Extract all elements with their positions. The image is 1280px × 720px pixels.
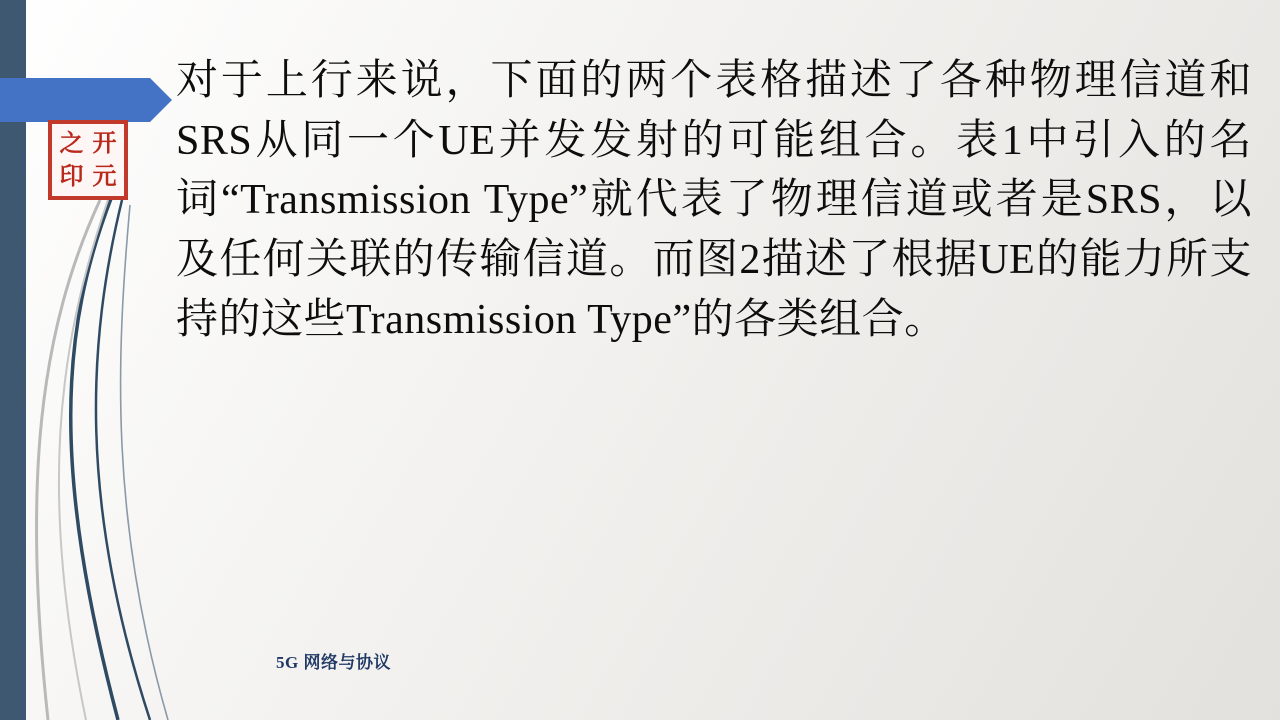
slide-footer: 5G 网络与协议 (276, 653, 391, 672)
seal-stamp (48, 120, 128, 200)
seal-char-top-right: 开 (92, 130, 117, 157)
seal-char-top-left: 之 (59, 130, 84, 157)
arrow-banner (0, 78, 150, 122)
slide-body-text: 对于上行来说，下面的两个表格描述了各种物理信道和SRS从同一个UE并发发射的可能组合。表1中引入的名词“Transmission Type”就代表了物理信道或者是SRS，以及任何关联的传输信道。而图2描述了根据UE的能力所支持的这些Transmission Type”的各类组合。 (176, 58, 1252, 343)
seal-char-bottom-right: 元 (92, 163, 117, 190)
seal-char-bottom-left: 印 (59, 163, 84, 190)
arrow-head-icon (150, 78, 172, 122)
